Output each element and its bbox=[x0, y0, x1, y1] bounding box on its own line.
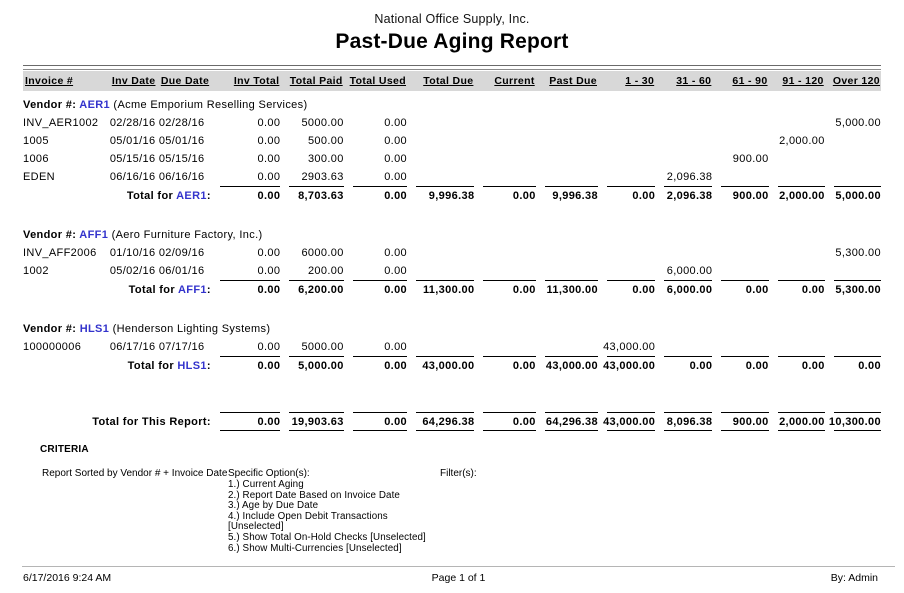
vendor-total-label bbox=[23, 356, 211, 375]
report-title: Past-Due Aging Report bbox=[335, 30, 569, 53]
amount-cell: 2903.63 bbox=[301, 171, 344, 183]
amount-cell: 5000.00 bbox=[301, 117, 344, 129]
amount-cell bbox=[712, 132, 768, 150]
amount-cell: 0.00 bbox=[257, 341, 281, 353]
due-date-cell: 02/09/16 bbox=[158, 247, 205, 259]
amount-cell: 0.00 bbox=[825, 356, 881, 375]
amount-cell: 0.00 bbox=[211, 356, 280, 375]
spacer-cell bbox=[23, 205, 881, 221]
vendor-row bbox=[23, 315, 881, 338]
amount-cell: 0.00 bbox=[598, 280, 655, 299]
amount-cell bbox=[474, 150, 535, 168]
amount-cell bbox=[769, 262, 825, 280]
amount-cell bbox=[407, 244, 474, 262]
amount-cell: 900.00 bbox=[732, 153, 769, 165]
amount-cell: 0.00 bbox=[344, 186, 407, 205]
total-colon: : bbox=[206, 189, 211, 202]
due-date-cell: 07/17/16 bbox=[158, 341, 205, 353]
amount-cell: 0.00 bbox=[474, 186, 535, 205]
footer-datetime: 6/17/2016 9:24 AM bbox=[23, 572, 112, 584]
amount-cell: 0.00 bbox=[384, 153, 408, 165]
amount-cell: 8,703.63 bbox=[280, 186, 343, 205]
amount-cell: 43,000.00 bbox=[407, 356, 474, 375]
amount-cell: 0.00 bbox=[344, 412, 407, 431]
due-date-cell: 06/01/16 bbox=[158, 265, 205, 277]
header-double-rule bbox=[23, 65, 881, 70]
vendor-total-label bbox=[23, 280, 211, 299]
amount-cell bbox=[655, 132, 712, 150]
amount-cell: 0.00 bbox=[712, 280, 768, 299]
amount-cell: 5,000.00 bbox=[280, 356, 343, 375]
spacer-row bbox=[23, 205, 881, 221]
column-header-91-120: 91 - 120 bbox=[769, 71, 825, 91]
vendor-total-row bbox=[23, 186, 881, 205]
amount-cell bbox=[655, 244, 712, 262]
amount-cell: 2,000.00 bbox=[769, 186, 825, 205]
amount-cell: 0.00 bbox=[257, 247, 281, 259]
amount-cell bbox=[825, 150, 881, 168]
vendor-label: Vendor #: bbox=[23, 323, 80, 335]
column-header-31-60: 31 - 60 bbox=[655, 71, 712, 91]
amount-cell: 2,000.00 bbox=[779, 135, 825, 147]
vendor-code-link[interactable]: AER1 bbox=[176, 189, 207, 202]
vendor-name: (Aero Furniture Factory, Inc.) bbox=[108, 229, 263, 241]
vendor-row bbox=[23, 91, 881, 114]
amount-cell bbox=[598, 132, 655, 150]
criteria-sorted-by: Report Sorted by Vendor # + Invoice Date bbox=[42, 468, 228, 479]
footer-page-number: Page 1 of 1 bbox=[431, 572, 486, 584]
vendor-code-link[interactable]: AFF1 bbox=[79, 229, 109, 241]
amount-cell bbox=[474, 114, 535, 132]
amount-cell bbox=[536, 150, 598, 168]
report-total-row bbox=[23, 412, 881, 431]
vendor-code-link[interactable]: HLS1 bbox=[177, 359, 207, 372]
criteria-columns bbox=[42, 468, 742, 554]
amount-cell: 0.00 bbox=[474, 356, 535, 375]
amount-cell bbox=[712, 244, 768, 262]
invoice-number-cell: INV_AFF2006 bbox=[23, 247, 97, 259]
amount-cell: 43,000.00 bbox=[598, 412, 655, 431]
amount-cell: 0.00 bbox=[211, 186, 280, 205]
invoice-number-cell: 1005 bbox=[23, 135, 49, 147]
invoice-number-cell: 1006 bbox=[23, 153, 49, 165]
column-header-total-paid: Total Paid bbox=[280, 71, 343, 91]
column-header-61-90: 61 - 90 bbox=[712, 71, 768, 91]
table-body bbox=[23, 91, 881, 431]
amount-cell: 0.00 bbox=[384, 247, 408, 259]
total-for-text: Total for bbox=[126, 189, 177, 202]
amount-cell bbox=[536, 244, 598, 262]
amount-cell bbox=[598, 168, 655, 186]
amount-cell: 5000.00 bbox=[301, 341, 344, 353]
amount-cell: 5,300.00 bbox=[835, 247, 881, 259]
amount-cell: 900.00 bbox=[712, 412, 768, 431]
amount-cell: 0.00 bbox=[384, 117, 408, 129]
amount-cell: 11,300.00 bbox=[407, 280, 474, 299]
amount-cell: 200.00 bbox=[307, 265, 344, 277]
amount-cell bbox=[598, 244, 655, 262]
invoice-row bbox=[23, 244, 881, 262]
amount-cell bbox=[655, 338, 712, 356]
amount-cell bbox=[769, 244, 825, 262]
column-header-row bbox=[23, 71, 881, 91]
invoice-date-cell: 05/02/16 bbox=[109, 265, 156, 277]
amount-cell bbox=[474, 132, 535, 150]
amount-cell: 2,000.00 bbox=[769, 412, 825, 431]
amount-cell: 5,000.00 bbox=[825, 186, 881, 205]
spacer-cell bbox=[23, 375, 881, 391]
criteria-filters-label: Filter(s): bbox=[440, 468, 477, 479]
amount-cell bbox=[825, 168, 881, 186]
spacer-row bbox=[23, 299, 881, 315]
amount-cell bbox=[655, 150, 712, 168]
column-header-total-used: Total Used bbox=[344, 71, 407, 91]
amount-cell bbox=[536, 132, 598, 150]
column-header-1-30: 1 - 30 bbox=[598, 71, 655, 91]
vendor-name: (Henderson Lighting Systems) bbox=[109, 323, 271, 335]
vendor-code-link[interactable]: AER1 bbox=[79, 99, 111, 111]
amount-cell: 0.00 bbox=[344, 280, 407, 299]
amount-cell bbox=[536, 114, 598, 132]
amount-cell bbox=[536, 168, 598, 186]
invoice-row bbox=[23, 150, 881, 168]
due-date-cell: 02/28/16 bbox=[158, 117, 205, 129]
vendor-total-row bbox=[23, 280, 881, 299]
amount-cell bbox=[407, 262, 474, 280]
specific-option-item: 3.) Age by Due Date bbox=[228, 500, 319, 512]
amount-cell: 5,000.00 bbox=[835, 117, 881, 129]
invoice-number-cell: EDEN bbox=[23, 171, 55, 183]
amount-cell bbox=[825, 338, 881, 356]
company-name: National Office Supply, Inc. bbox=[374, 12, 530, 26]
amount-cell bbox=[769, 114, 825, 132]
invoice-row bbox=[23, 132, 881, 150]
specific-options-label: Specific Option(s): bbox=[228, 468, 310, 479]
specific-options-list bbox=[228, 480, 440, 554]
amount-cell bbox=[769, 150, 825, 168]
invoice-date-cell: 06/17/16 bbox=[109, 341, 156, 353]
due-date-cell: 06/16/16 bbox=[158, 171, 205, 183]
spacer-row bbox=[23, 375, 881, 391]
amount-cell: 6,000.00 bbox=[655, 280, 712, 299]
vendor-name: (Acme Emporium Reselling Services) bbox=[110, 99, 308, 111]
vendor-code-link[interactable]: HLS1 bbox=[79, 323, 110, 335]
invoice-number-cell: 1002 bbox=[23, 265, 49, 277]
invoice-date-cell: 02/28/16 bbox=[109, 117, 156, 129]
amount-cell: 0.00 bbox=[384, 135, 408, 147]
column-header-current: Current bbox=[474, 71, 535, 91]
due-date-cell: 05/15/16 bbox=[158, 153, 205, 165]
column-header-over-120: Over 120 bbox=[825, 71, 881, 91]
vendor-total-label bbox=[23, 186, 211, 205]
specific-option-item: 2.) Report Date Based on Invoice Date bbox=[228, 489, 400, 501]
specific-option-item: 5.) Show Total On-Hold Checks [Unselected] bbox=[228, 531, 426, 543]
amount-cell bbox=[407, 168, 474, 186]
criteria-heading: CRITERIA bbox=[40, 444, 89, 455]
invoice-row bbox=[23, 168, 881, 186]
criteria-section bbox=[40, 444, 477, 554]
spacer-cell bbox=[23, 299, 881, 315]
vendor-code-link[interactable]: AFF1 bbox=[177, 283, 207, 296]
amount-cell bbox=[474, 168, 535, 186]
amount-cell: 0.00 bbox=[474, 412, 535, 431]
amount-cell: 8,096.38 bbox=[655, 412, 712, 431]
amount-cell: 0.00 bbox=[257, 117, 281, 129]
amount-cell: 43,000.00 bbox=[598, 356, 655, 375]
amount-cell: 11,300.00 bbox=[536, 280, 598, 299]
column-header-past-due: Past Due bbox=[536, 71, 598, 91]
amount-cell: 0.00 bbox=[598, 186, 655, 205]
amount-cell: 6000.00 bbox=[301, 247, 344, 259]
specific-option-item: 6.) Show Multi-Currencies [Unselected] bbox=[228, 542, 402, 554]
amount-cell: 0.00 bbox=[257, 135, 281, 147]
amount-cell: 0.00 bbox=[712, 356, 768, 375]
invoice-number-cell: INV_AER1002 bbox=[23, 117, 99, 129]
vendor-heading-cell bbox=[23, 315, 881, 338]
total-for-text: Total for bbox=[128, 283, 178, 296]
amount-cell bbox=[474, 338, 535, 356]
amount-cell: 0.00 bbox=[211, 280, 280, 299]
amount-cell bbox=[474, 262, 535, 280]
amount-cell bbox=[407, 338, 474, 356]
amount-cell: 6,200.00 bbox=[280, 280, 343, 299]
spacer-row bbox=[23, 391, 881, 412]
column-header-inv-date: Inv Date bbox=[110, 71, 159, 91]
vendor-label: Vendor #: bbox=[23, 99, 80, 111]
amount-cell bbox=[536, 338, 598, 356]
invoice-number-cell: 100000006 bbox=[23, 341, 82, 353]
amount-cell: 64,296.38 bbox=[407, 412, 474, 431]
amount-cell: 6,000.00 bbox=[666, 265, 713, 277]
total-colon: : bbox=[206, 283, 211, 296]
invoice-date-cell: 01/10/16 bbox=[109, 247, 156, 259]
invoice-row bbox=[23, 114, 881, 132]
amount-cell bbox=[712, 338, 768, 356]
aging-report-table bbox=[23, 71, 881, 431]
amount-cell bbox=[712, 262, 768, 280]
invoice-row bbox=[23, 338, 881, 356]
specific-option-item: 4.) Include Open Debit Transactions [Unselected] bbox=[228, 510, 388, 533]
total-colon: : bbox=[206, 359, 211, 372]
amount-cell: 0.00 bbox=[384, 341, 408, 353]
amount-cell: 0.00 bbox=[384, 265, 408, 277]
amount-cell: 19,903.63 bbox=[280, 412, 343, 431]
vendor-heading-cell bbox=[23, 91, 881, 114]
total-for-text: Total for bbox=[127, 359, 178, 372]
amount-cell bbox=[407, 114, 474, 132]
column-header-total-due: Total Due bbox=[407, 71, 474, 91]
amount-cell: 0.00 bbox=[257, 265, 281, 277]
amount-cell: 900.00 bbox=[712, 186, 768, 205]
column-header-inv-total: Inv Total bbox=[211, 71, 280, 91]
footer-user: By: Admin bbox=[830, 572, 878, 584]
amount-cell bbox=[825, 132, 881, 150]
invoice-date-cell: 06/16/16 bbox=[109, 171, 156, 183]
amount-cell: 300.00 bbox=[307, 153, 344, 165]
due-date-cell: 05/01/16 bbox=[158, 135, 205, 147]
amount-cell: 0.00 bbox=[344, 356, 407, 375]
report-total-label: Total for This Report: bbox=[92, 415, 211, 428]
amount-cell: 0.00 bbox=[257, 153, 281, 165]
spacer-cell bbox=[23, 391, 881, 412]
amount-cell: 0.00 bbox=[769, 280, 825, 299]
amount-cell: 43,000.00 bbox=[536, 356, 598, 375]
column-header-invoice-: Invoice # bbox=[23, 71, 110, 91]
amount-cell: 2,096.38 bbox=[666, 171, 713, 183]
column-header-due-date: Due Date bbox=[159, 71, 211, 91]
vendor-heading-cell bbox=[23, 221, 881, 244]
vendor-label: Vendor #: bbox=[23, 229, 80, 241]
amount-cell: 9,996.38 bbox=[407, 186, 474, 205]
amount-cell bbox=[655, 114, 712, 132]
amount-cell bbox=[712, 114, 768, 132]
table-header bbox=[23, 71, 881, 91]
invoice-date-cell: 05/01/16 bbox=[109, 135, 156, 147]
amount-cell: 43,000.00 bbox=[603, 341, 656, 353]
specific-option-item: 1.) Current Aging bbox=[228, 479, 304, 490]
amount-cell bbox=[474, 244, 535, 262]
amount-cell: 0.00 bbox=[211, 412, 280, 431]
amount-cell bbox=[598, 150, 655, 168]
amount-cell: 0.00 bbox=[474, 280, 535, 299]
amount-cell bbox=[407, 150, 474, 168]
amount-cell bbox=[598, 262, 655, 280]
report-footer bbox=[22, 566, 895, 591]
amount-cell: 0.00 bbox=[655, 356, 712, 375]
vendor-row bbox=[23, 221, 881, 244]
amount-cell: 64,296.38 bbox=[536, 412, 598, 431]
amount-cell bbox=[769, 338, 825, 356]
amount-cell bbox=[407, 132, 474, 150]
amount-cell bbox=[712, 168, 768, 186]
invoice-row bbox=[23, 262, 881, 280]
amount-cell: 0.00 bbox=[384, 171, 408, 183]
amount-cell bbox=[769, 168, 825, 186]
amount-cell: 9,996.38 bbox=[536, 186, 598, 205]
amount-cell: 2,096.38 bbox=[655, 186, 712, 205]
amount-cell: 10,300.00 bbox=[825, 412, 881, 431]
amount-cell bbox=[536, 262, 598, 280]
amount-cell: 500.00 bbox=[307, 135, 344, 147]
amount-cell bbox=[825, 262, 881, 280]
amount-cell: 0.00 bbox=[769, 356, 825, 375]
vendor-total-row bbox=[23, 356, 881, 375]
criteria-specific-options bbox=[228, 468, 440, 554]
invoice-date-cell: 05/15/16 bbox=[109, 153, 156, 165]
amount-cell: 0.00 bbox=[257, 171, 281, 183]
amount-cell bbox=[598, 114, 655, 132]
amount-cell: 5,300.00 bbox=[825, 280, 881, 299]
